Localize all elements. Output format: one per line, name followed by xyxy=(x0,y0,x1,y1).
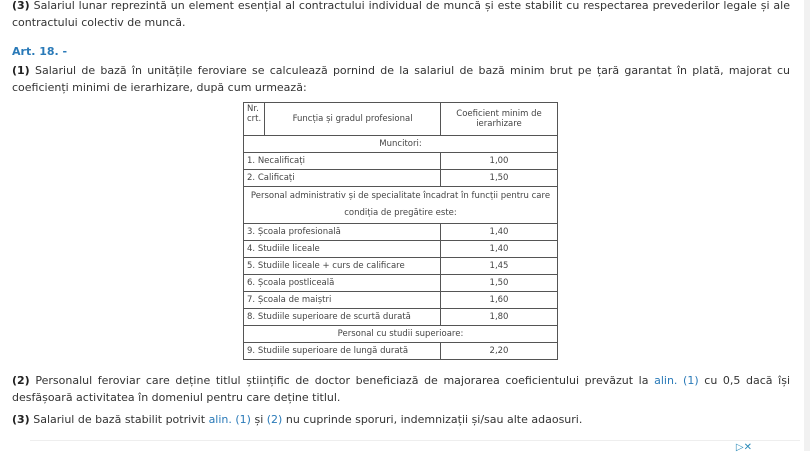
paragraph-text: Salariul de bază stabilit potrivit xyxy=(33,413,206,426)
row-nr: 1. xyxy=(247,156,256,166)
header-nr: Nr. crt. xyxy=(244,103,265,136)
paragraph-label: (2) xyxy=(12,374,30,387)
row-name: Studiile liceale + curs de calificare xyxy=(257,261,405,271)
row-nr: 4. xyxy=(247,244,256,254)
header-coefficient: Coeficient minim de ierarhizare xyxy=(441,103,558,136)
row-name: Școala de maiștri xyxy=(257,295,332,305)
header-function: Funcția și gradul profesional xyxy=(265,103,441,136)
row-coefficient: 1,50 xyxy=(441,275,558,292)
table-row xyxy=(244,241,558,258)
ad-banner xyxy=(30,440,800,452)
row-name: Necalificați xyxy=(257,156,305,166)
row-coefficient: 2,20 xyxy=(441,343,558,360)
paragraph-text: și xyxy=(254,413,264,426)
paragraph-label: (1) xyxy=(12,64,30,77)
row-nr: 9. xyxy=(247,346,256,356)
article-title: Art. 18. - xyxy=(12,45,68,58)
link-alin-2[interactable]: (2) xyxy=(266,413,283,426)
scrollbar[interactable] xyxy=(804,0,810,451)
row-name: Școala profesională xyxy=(257,227,341,237)
row-coefficient: 1,40 xyxy=(441,241,558,258)
table-row xyxy=(244,275,558,292)
link-alin-1[interactable]: alin. (1) xyxy=(208,413,251,426)
table-row xyxy=(244,343,558,360)
section-row xyxy=(244,326,558,343)
row-coefficient: 1,00 xyxy=(441,153,558,170)
table-row xyxy=(244,153,558,170)
row-nr: 2. xyxy=(247,173,256,183)
section-superior: Personal cu studii superioare: xyxy=(244,326,558,343)
paragraph-text: Personalul feroviar care deține titlul științific de doctor beneficiază de majorarea coeficientului prevăzut la xyxy=(35,374,649,387)
paragraph-text: nu cuprinde sporuri, indemnizații și/sau alte adaosuri. xyxy=(285,413,583,426)
row-name: Calificați xyxy=(257,173,295,183)
row-coefficient: 1,50 xyxy=(441,170,558,187)
row-name: Școala postliceală xyxy=(257,278,335,288)
section-row xyxy=(244,136,558,153)
row-coefficient: 1,40 xyxy=(441,224,558,241)
adchoices-icon[interactable]: ▷✕ xyxy=(735,442,752,453)
row-name: Studiile superioare de lungă durată xyxy=(257,346,409,356)
section-admin: Personal administrativ și de specialitate încadrat în funcții pentru care condiția de pregătire este: xyxy=(244,187,558,224)
coefficient-table xyxy=(243,102,558,360)
paragraph-1 xyxy=(12,62,790,96)
paragraph-3-top xyxy=(12,0,790,31)
row-coefficient: 1,60 xyxy=(441,292,558,309)
paragraph-2 xyxy=(12,372,790,406)
row-name: Studiile superioare de scurtă durată xyxy=(257,312,411,322)
row-nr: 6. xyxy=(247,278,256,288)
table-row xyxy=(244,309,558,326)
section-row xyxy=(244,187,558,224)
paragraph-text: Salariul de bază în unitățile feroviare se calculează pornind de la salariul de bază minim brut pe țară garantat în plată, majorat cu coeficienți minimi de ierarhizare, după cum urmează: xyxy=(12,64,790,94)
paragraph-text: Salariul lunar reprezintă un element esențial al contractului individual de muncă și este stabilit cu respectarea prevederilor legale și ale contractului colectiv de muncă. xyxy=(12,0,790,29)
row-name: Studiile liceale xyxy=(257,244,320,254)
table-row xyxy=(244,224,558,241)
link-alin-1[interactable]: alin. (1) xyxy=(654,374,699,387)
paragraph-text: cu 0,5 dacă își desfășoară activitatea în domeniul pentru care deține titlul. xyxy=(12,374,791,404)
table-row xyxy=(244,170,558,187)
table-row xyxy=(244,292,558,309)
paragraph-label: (3) xyxy=(12,413,30,426)
row-nr: 7. xyxy=(247,295,256,305)
row-nr: 8. xyxy=(247,312,256,322)
table-row xyxy=(244,258,558,275)
row-coefficient: 1,80 xyxy=(441,309,558,326)
row-nr: 3. xyxy=(247,227,256,237)
row-coefficient: 1,45 xyxy=(441,258,558,275)
section-muncitori: Muncitori: xyxy=(244,136,558,153)
paragraph-label: (3) xyxy=(12,0,30,12)
table-header-row xyxy=(244,103,558,136)
row-nr: 5. xyxy=(247,261,256,271)
paragraph-3-bottom xyxy=(12,411,790,428)
